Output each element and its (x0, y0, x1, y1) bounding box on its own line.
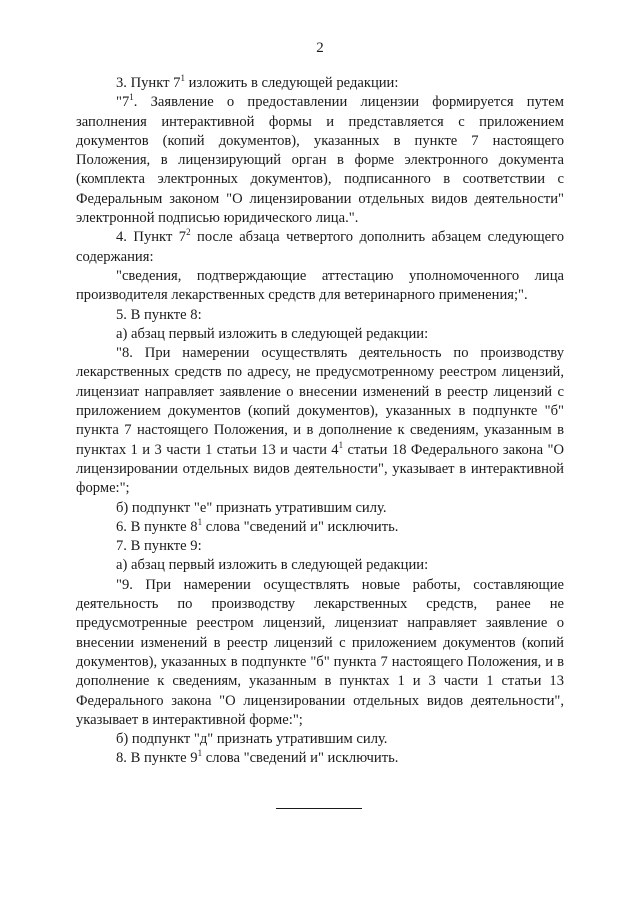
paragraph-item-6: 6. В пункте $8^1$ слова "сведений и" исключить. (116, 516, 399, 535)
document-body (76, 74, 564, 769)
paragraph-item-7-b: б) подпункт "д" признать утратившим силу. (116, 731, 388, 748)
paragraph-item-5: 5. В пункте 8: (116, 306, 202, 323)
paragraph-item-9-text: "9. При намерении осуществлять новые работы, составляющие деятельность по производству лекарственных средств, ранее не предусмотренные реестром лицензий, лицензиат направляет заявление о внесении изменений в реестр лицензий с приложением документов (копий документов), указанных в подпункте "б" пункта 7 настоящего Положения, и в дополнение к сведениям, указанным в пунктах 1 и 3 части 1 статьи 13 Федерального закона "О лицензировании отдельных видов деятельности", указывает в интерактивной форме:"; (76, 576, 564, 728)
page-number: 2 (316, 40, 324, 56)
paragraph-item-5-b: б) подпункт "е" признать утратившим силу. (116, 499, 387, 516)
paragraph-item-7-1-text: "$7^1$. Заявление о предоставлении лицензии формируется путем заполнения интерактивной формы и представляется с приложением документов (копий документов), указанных в пункте 7 настоящего Положения, в лицензирующий орган в форме электронного документа (комплекта электронных документов), подписанного в соответствии с Федеральным законом "О лицензировании отдельных видов деятельности" электронной подписью юридического лица.". (76, 92, 564, 227)
paragraph-item-5-a: а) абзац первый изложить в следующей редакции: (116, 325, 429, 342)
paragraph-item-4: 4. Пункт $7^2$ после абзаца четвертого дополнить абзацем следующего содержания: (76, 227, 564, 265)
end-separator-line (276, 808, 362, 809)
paragraph-item-7-a: а) абзац первый изложить в следующей редакции: (116, 557, 429, 574)
paragraph-item-4-text: "сведения, подтверждающие аттестацию уполномоченного лица производителя лекарственных средств для ветеринарного применения;". (76, 267, 564, 304)
paragraph-item-3: 3. Пункт $7^1$ изложить в следующей редакции: (116, 73, 399, 91)
paragraph-item-8: 8. В пункте $9^1$ слова "сведений и" исключить. (116, 748, 399, 767)
paragraph-item-7: 7. В пункте 9: (116, 538, 202, 555)
paragraph-item-8-text: "8. При намерении осуществлять деятельность по производству лекарственных средств по адресу, не предусмотренному реестром лицензий, лицензиат направляет заявление о внесении изменений в реестр лицензий с приложением документов (копий документов), указанных в подпункте "б" пункта 7 настоящего Положения, и в дополнение к сведениям, указанным в пунктах 1 и 3 части 1 статьи 13 и части $4^1$ статьи 18 Федерального закона "О лицензировании отдельных видов деятельности", указывает в интерактивной форме:"; (76, 345, 564, 497)
